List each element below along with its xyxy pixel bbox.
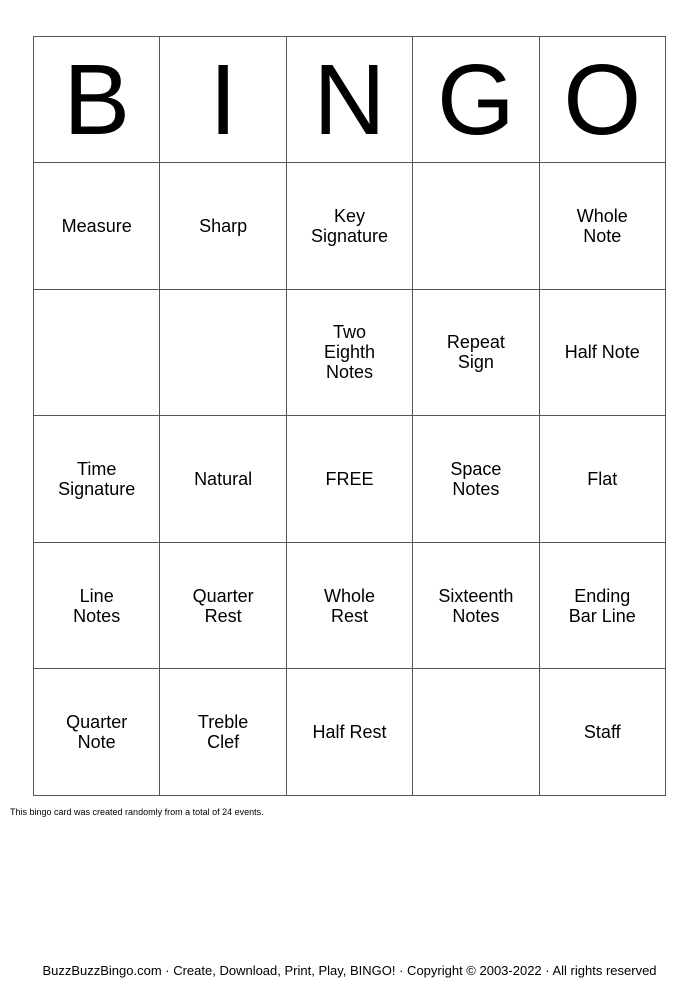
bingo-row [34, 289, 666, 416]
bingo-cell: Natural [160, 416, 286, 543]
bingo-cell: Space Notes [413, 416, 539, 543]
bingo-cell [160, 289, 286, 416]
bingo-card [33, 36, 666, 796]
bingo-cell: Flat [539, 416, 665, 543]
bingo-cell: Line Notes [34, 542, 160, 669]
bingo-row [34, 416, 666, 543]
bingo-cell: Sixteenth Notes [413, 542, 539, 669]
bingo-cell: FREE [286, 416, 412, 543]
bingo-cell: Treble Clef [160, 669, 286, 796]
bingo-cell [413, 163, 539, 290]
bingo-cell: Time Signature [34, 416, 160, 543]
bingo-row [34, 163, 666, 290]
bingo-cell: Quarter Rest [160, 542, 286, 669]
bingo-cell: Sharp [160, 163, 286, 290]
bingo-cell: Whole Rest [286, 542, 412, 669]
bingo-cell: Repeat Sign [413, 289, 539, 416]
bingo-row [34, 542, 666, 669]
bingo-cell: Half Note [539, 289, 665, 416]
header-letter-o: O [539, 37, 665, 163]
bingo-cell: Two Eighth Notes [286, 289, 412, 416]
bingo-cell [413, 669, 539, 796]
footer-copyright: BuzzBuzzBingo.com · Create, Download, Print, Play, BINGO! · Copyright © 2003-2022 · All rights reserved [42, 963, 657, 978]
header-letter-i: I [160, 37, 286, 163]
header-letter-b: B [34, 37, 160, 163]
bingo-header-row [34, 37, 666, 163]
bingo-cell: Half Rest [286, 669, 412, 796]
header-letter-n: N [286, 37, 412, 163]
card-note: This bingo card was created randomly from a total of 24 events. [10, 807, 264, 817]
bingo-cell: Ending Bar Line [539, 542, 665, 669]
bingo-cell [34, 289, 160, 416]
bingo-row [34, 669, 666, 796]
bingo-cell: Whole Note [539, 163, 665, 290]
bingo-cell: Measure [34, 163, 160, 290]
bingo-cell: Quarter Note [34, 669, 160, 796]
header-letter-g: G [413, 37, 539, 163]
bingo-cell: Staff [539, 669, 665, 796]
bingo-cell: Key Signature [286, 163, 412, 290]
